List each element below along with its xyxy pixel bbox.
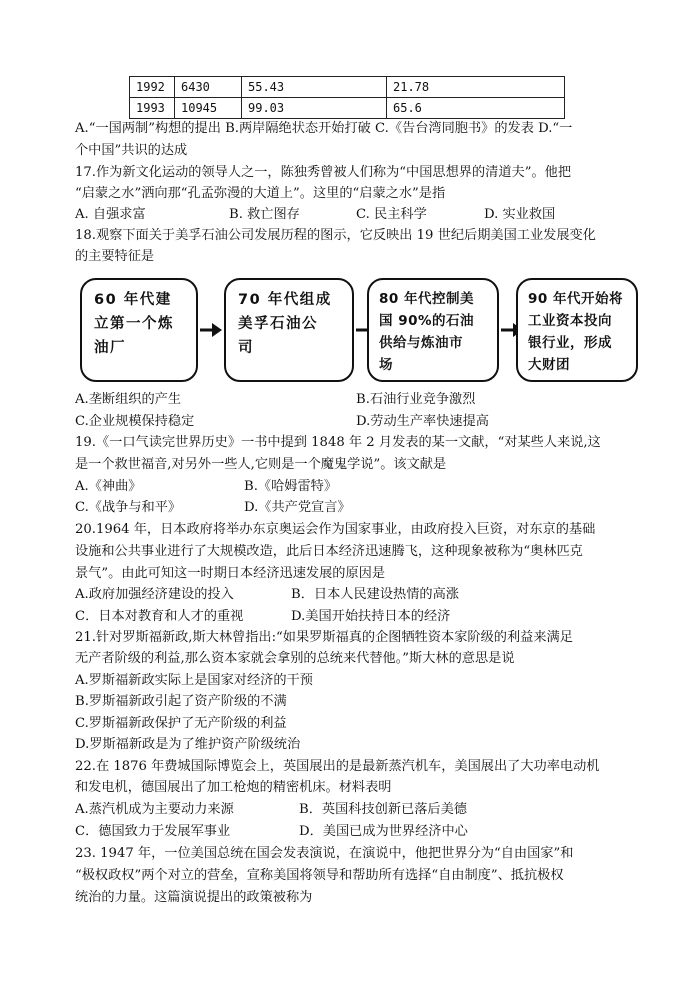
flow-box-3: 80 年代控制美 国 90%的石油 供给与炼油市 场 [367, 278, 499, 382]
q16-options-line: A.“一国两制”构想的提出 B.两岸隔绝状态开始打破 C.《告台湾同胞书》的发表 D.“一 [75, 121, 573, 136]
q17-stem: 17.作为新文化运动的领导人之一，陈独秀曾被人们称为“中国思想界的清道夫”。他把 [75, 165, 572, 180]
q21-option-c: C.罗斯福新政保护了无产阶级的利益 [75, 716, 287, 731]
table-cell: 1992 [130, 77, 175, 98]
table-cell: 10945 [175, 98, 242, 119]
q23-stem: “极权政权”两个对立的营垒，宣称美国将领导和帮助所有选择“自由制度”、抵抗极权 [75, 868, 564, 883]
q20-option-c: C．日本对教育和人才的重视 [75, 609, 244, 624]
flow-box-4: 90 年代开始将 工业资本投向 银行业，形成 大财团 [516, 278, 638, 382]
q18-option-b: B.石油行业竞争激烈 [356, 392, 476, 407]
q17-option-c: C. 民主科学 [356, 207, 427, 222]
q22-option-b: B．英国科技创新已落后美德 [299, 802, 467, 817]
table-cell: 1993 [130, 98, 175, 119]
q19-option-a: A.《神曲》 [75, 479, 142, 494]
q20-stem: 景气”。由此可知这一时期日本经济迅速发展的原因是 [75, 566, 386, 581]
table-cell: 55.43 [242, 77, 387, 98]
q22-option-c: C．德国致力于发展军事业 [75, 824, 231, 839]
q18-option-c: C.企业规模保持稳定 [75, 414, 195, 429]
q19-option-b: B.《哈姆雷特》 [244, 479, 338, 494]
q18-option-d: D.劳动生产率快速提高 [356, 414, 489, 429]
q23-stem: 统治的力量。这篇演说提出的政策被称为 [75, 890, 313, 905]
q18-stem: 18.观察下面关于美孚石油公司发展历程的图示，它反映出 19 世纪后期美国工业发展变化 [75, 228, 596, 243]
table-row [130, 77, 565, 98]
flow-box-2: 70 年代组成 美孚石油公 司 [224, 278, 354, 382]
q22-option-a: A.蒸汽机成为主要动力来源 [75, 802, 234, 817]
flow-arrow-icon [199, 320, 223, 340]
flow-box-1: 60 年代建 立第一个炼 油厂 [80, 278, 198, 382]
q16-options-line: 个中国”共识的达成 [75, 143, 188, 158]
q19-stem: 是一个救世福音,对另外一些人,它则是一个魔鬼学说”。该文献是 [75, 457, 447, 472]
q18-stem: 的主要特征是 [75, 249, 155, 264]
q20-stem: 20.1964 年，日本政府将举办东京奥运会作为国家事业，由政府投入巨资，对东京的基础 [75, 522, 596, 537]
q21-stem: 无产者阶级的利益,那么资本家就会拿别的总统来代替他。”斯大林的意思是说 [75, 651, 515, 666]
q21-option-d: D.罗斯福新政是为了维护资产阶级统治 [75, 737, 301, 752]
q21-stem: 21.针对罗斯福新政,斯大林曾指出:“如果罗斯福真的企图牺牲资本家阶级的利益来满足 [75, 630, 573, 645]
q21-option-b: B.罗斯福新政引起了资产阶级的不满 [75, 694, 287, 709]
q19-option-d: D.《共产党宣言》 [244, 500, 351, 515]
q21-option-a: A.罗斯福新政实际上是国家对经济的干预 [75, 673, 313, 688]
table-cell: 99.03 [242, 98, 387, 119]
q17-stem: “启蒙之水”洒向那“孔孟弥漫的大道上”。这里的“启蒙之水”是指 [75, 186, 446, 201]
table-cell: 21.78 [387, 77, 565, 98]
q17-option-a: A. 自强求富 [75, 207, 146, 222]
q22-option-d: D．美国已成为世界经济中心 [299, 824, 468, 839]
data-table [129, 76, 565, 119]
q23-stem: 23. 1947 年，一位美国总统在国会发表演说，在演说中，他把世界分为“自由国家”和 [75, 846, 574, 861]
q22-stem: 和发电机，德国展出了加工枪炮的精密机床。材料表明 [75, 780, 392, 795]
table-cell: 65.6 [387, 98, 565, 119]
table-cell: 6430 [175, 77, 242, 98]
q20-option-d: D.美国开始扶持日本的经济 [291, 609, 451, 624]
q19-stem: 19.《一口气读完世界历史》一书中提到 1848 年 2 月发表的某一文献，“对某些人来说,这 [75, 435, 601, 450]
table-row [130, 98, 565, 119]
q17-option-d: D. 实业救国 [484, 207, 556, 222]
q20-option-b: B．日本人民建设热情的高涨 [291, 587, 459, 602]
q20-stem: 设施和公共事业进行了大规模改造，此后日本经济迅速腾飞，这种现象被称为“奥林匹克 [75, 544, 583, 559]
q18-option-a: A.垄断组织的产生 [75, 392, 182, 407]
q19-option-c: C.《战争与和平》 [75, 500, 182, 515]
q22-stem: 22.在 1876 年费城国际博览会上，英国展出的是最新蒸汽机车，美国展出了大功率电动机 [75, 759, 600, 774]
q20-option-a: A.政府加强经济建设的投入 [75, 587, 234, 602]
q17-option-b: B. 救亡图存 [229, 207, 300, 222]
